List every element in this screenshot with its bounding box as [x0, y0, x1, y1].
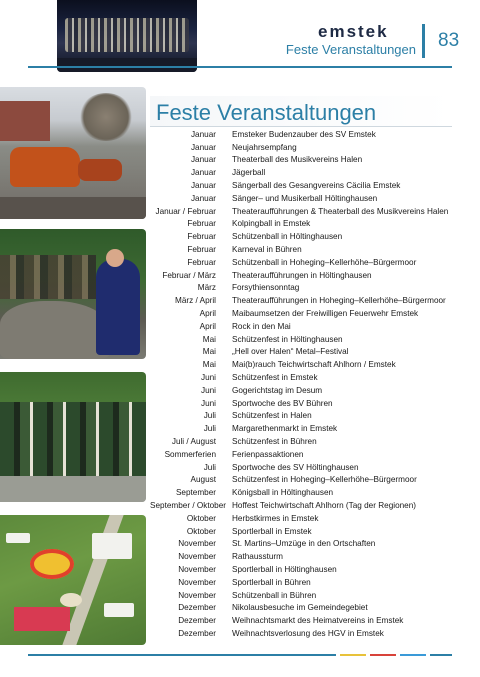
white-tent — [92, 533, 132, 559]
event-name: Sportlerball in Bühren — [232, 577, 311, 587]
event-row — [150, 371, 454, 384]
footer-red-segment — [370, 654, 396, 656]
event-name: Rock in den Mai — [232, 321, 291, 331]
event-row — [150, 397, 454, 410]
event-name: Mai(b)rauch Teichwirtschaft Ahlhorn / Emstek — [232, 360, 396, 370]
event-month: Juli / August — [171, 437, 216, 447]
event-month: September — [175, 488, 216, 498]
event-month: April — [199, 309, 216, 319]
event-name: Sportwoche des SV Höltinghausen — [232, 462, 359, 472]
footer-yellow-segment — [340, 654, 366, 656]
event-row — [150, 461, 454, 474]
event-row — [150, 499, 454, 512]
brick-building — [0, 101, 50, 141]
header-rule — [28, 66, 452, 68]
event-name: Forsythiensonntag — [232, 283, 300, 293]
event-row — [150, 269, 454, 282]
event-row — [150, 538, 454, 551]
event-name: Sängerball des Gesangvereins Cäcilia Emstek — [232, 181, 401, 191]
event-name: Weihnachtsmarkt des Heimatvereins in Emstek — [232, 616, 404, 626]
carousel — [30, 549, 74, 579]
event-row — [150, 243, 454, 256]
event-month: Mai — [202, 360, 216, 370]
event-row — [150, 486, 454, 499]
event-name: Theaterball des Musikvereins Halen — [232, 155, 363, 165]
stone-table — [0, 301, 110, 359]
page-title: Feste Veranstaltungen — [156, 100, 377, 125]
event-month: Februar — [187, 219, 216, 229]
event-name: Schützenfest in Emstek — [232, 373, 318, 383]
event-name: Sportwoche des BV Bühren — [232, 398, 333, 408]
event-month: Oktober — [186, 513, 216, 523]
white-tent — [104, 603, 134, 617]
event-month: Januar — [190, 168, 216, 178]
event-month: Juni — [200, 385, 216, 395]
event-month: Februar — [187, 232, 216, 242]
title-rule — [150, 126, 452, 127]
event-month: März / April — [175, 296, 216, 306]
event-row — [150, 218, 454, 231]
event-month: November — [178, 552, 216, 562]
event-name: Nikolausbesuche im Gemeindegebiet — [232, 603, 368, 613]
event-name: Neujahrsempfang — [232, 142, 297, 152]
event-row — [150, 141, 454, 154]
event-month: Juni — [200, 373, 216, 383]
event-row — [150, 294, 454, 307]
fairground-aerial-photo — [0, 515, 146, 645]
event-name: Schützenfest in Hoheging–Kellerhöhe–Bürgermoor — [232, 475, 417, 485]
event-month: November — [178, 564, 216, 574]
event-row — [150, 320, 454, 333]
event-month: September / Oktober — [150, 501, 226, 510]
event-row — [150, 435, 454, 448]
event-row — [150, 179, 454, 192]
event-name: Margarethenmarkt in Emstek — [232, 424, 338, 434]
event-month: Sommerferien — [164, 449, 216, 459]
brand-logo: emstek — [318, 22, 389, 41]
event-month: Dezember — [178, 603, 216, 613]
event-name: Kolpingball in Emstek — [232, 219, 311, 229]
event-month: Juni — [200, 398, 216, 408]
event-name: Schützenfest in Bühren — [232, 437, 317, 447]
road — [0, 197, 146, 219]
orchestra-stage — [65, 18, 189, 52]
stage-floor — [57, 58, 197, 72]
event-row — [150, 230, 454, 243]
small-carousel — [60, 593, 82, 607]
event-name: Sportlerball in Höltinghausen — [232, 564, 337, 574]
event-name: Königsball in Höltinghausen — [232, 488, 334, 498]
crowd — [0, 255, 96, 299]
event-name: Gogerichtstag im Desum — [232, 385, 323, 395]
event-name: Jägerball — [232, 168, 266, 178]
event-name: Ferienpassaktionen — [232, 449, 304, 459]
event-month: Dezember — [178, 628, 216, 638]
event-name: Sportlerball in Emstek — [232, 526, 312, 536]
event-month: März — [197, 283, 216, 293]
event-row — [150, 474, 454, 487]
event-name: „Hell over Halen“ Metal–Festival — [232, 347, 349, 357]
event-row — [150, 166, 454, 179]
event-month: November — [178, 577, 216, 587]
event-row — [150, 358, 454, 371]
event-row — [150, 563, 454, 576]
event-month: Juli — [203, 462, 216, 472]
parade-photo — [0, 372, 146, 502]
event-row — [150, 614, 454, 627]
event-row — [150, 128, 454, 141]
event-row — [150, 512, 454, 525]
event-row — [150, 410, 454, 423]
event-name: Schützenball in Hoheging–Kellerhöhe–Bürgermoor — [232, 257, 417, 267]
event-month: November — [178, 539, 216, 549]
event-name: Theateraufführungen in Höltinghausen — [232, 270, 372, 280]
event-row — [150, 256, 454, 269]
event-row — [150, 550, 454, 563]
concert-photo — [57, 0, 197, 72]
event-name: Maibaumsetzen der Freiwilligen Feuerwehr Emstek — [232, 309, 419, 319]
event-name: Schützenfest in Höltinghausen — [232, 334, 343, 344]
event-month: Februar — [187, 245, 216, 255]
bare-tree — [78, 93, 134, 141]
red-ride — [14, 607, 70, 631]
event-row — [150, 589, 454, 602]
event-row — [150, 576, 454, 589]
event-month: November — [178, 590, 216, 600]
footer-lightblue-segment — [400, 654, 426, 656]
event-row — [150, 384, 454, 397]
event-name: Sänger– und Musikerball Höltinghausen — [232, 193, 378, 203]
event-row — [150, 448, 454, 461]
event-name: Weihnachtsverlosung des HGV in Emstek — [232, 628, 384, 638]
event-month: Mai — [202, 334, 216, 344]
man-head — [106, 249, 124, 267]
event-month: Juli — [203, 424, 216, 434]
event-row — [150, 422, 454, 435]
event-name: Rathaussturm — [232, 552, 283, 562]
event-name: Schützenball in Bühren — [232, 590, 317, 600]
event-row — [150, 601, 454, 614]
event-month: Januar — [190, 193, 216, 203]
header-divider — [422, 24, 425, 58]
event-name: Herbstkirmes in Emstek — [232, 513, 319, 523]
event-row — [150, 627, 454, 640]
event-row — [150, 346, 454, 359]
marching-shooters — [0, 402, 146, 476]
event-month: Juli — [203, 411, 216, 421]
event-month: Dezember — [178, 616, 216, 626]
event-month: Oktober — [186, 526, 216, 536]
orange-car — [10, 147, 80, 187]
event-name: Schützenfest in Halen — [232, 411, 312, 421]
event-row — [150, 525, 454, 538]
event-month: Januar — [190, 155, 216, 165]
event-month: Januar — [190, 142, 216, 152]
event-name: Theateraufführungen & Theaterball des Musikvereins Halen — [232, 206, 449, 216]
event-month: Januar — [190, 129, 216, 139]
event-name: St. Martins–Umzüge in den Ortschaften — [232, 539, 376, 549]
costumed-man — [96, 259, 140, 355]
event-row — [150, 307, 454, 320]
event-month: Januar — [190, 181, 216, 191]
second-car — [78, 159, 122, 181]
event-month: April — [199, 321, 216, 331]
event-row — [150, 205, 454, 218]
event-name: Emsteker Budenzauber des SV Emstek — [232, 129, 376, 139]
event-name: Schützenball in Höltinghausen — [232, 232, 343, 242]
event-month: Februar / März — [162, 270, 216, 280]
event-name: Hoffest Teichwirtschaft Ahlhorn (Tag der Regionen) — [232, 501, 417, 510]
event-row — [150, 154, 454, 167]
event-month: August — [190, 475, 216, 485]
event-month: Mai — [202, 347, 216, 357]
gogericht-photo — [0, 229, 146, 359]
events-list — [150, 128, 454, 640]
street — [0, 476, 146, 502]
footer-blue-segment — [430, 654, 452, 656]
footer-rule — [28, 654, 336, 656]
event-row — [150, 282, 454, 295]
event-row — [150, 333, 454, 346]
event-month: Januar / Februar — [155, 206, 216, 216]
vintage-car-photo — [0, 87, 146, 219]
white-tent — [6, 533, 30, 543]
section-name: Feste Veranstaltungen — [285, 42, 416, 57]
event-name: Theateraufführungen in Hoheging–Kellerhöhe–Bürgermoor — [232, 296, 446, 306]
event-month: Februar — [187, 257, 216, 267]
page-number: 83 — [438, 30, 460, 51]
event-row — [150, 192, 454, 205]
event-name: Karneval in Bühren — [232, 245, 302, 255]
